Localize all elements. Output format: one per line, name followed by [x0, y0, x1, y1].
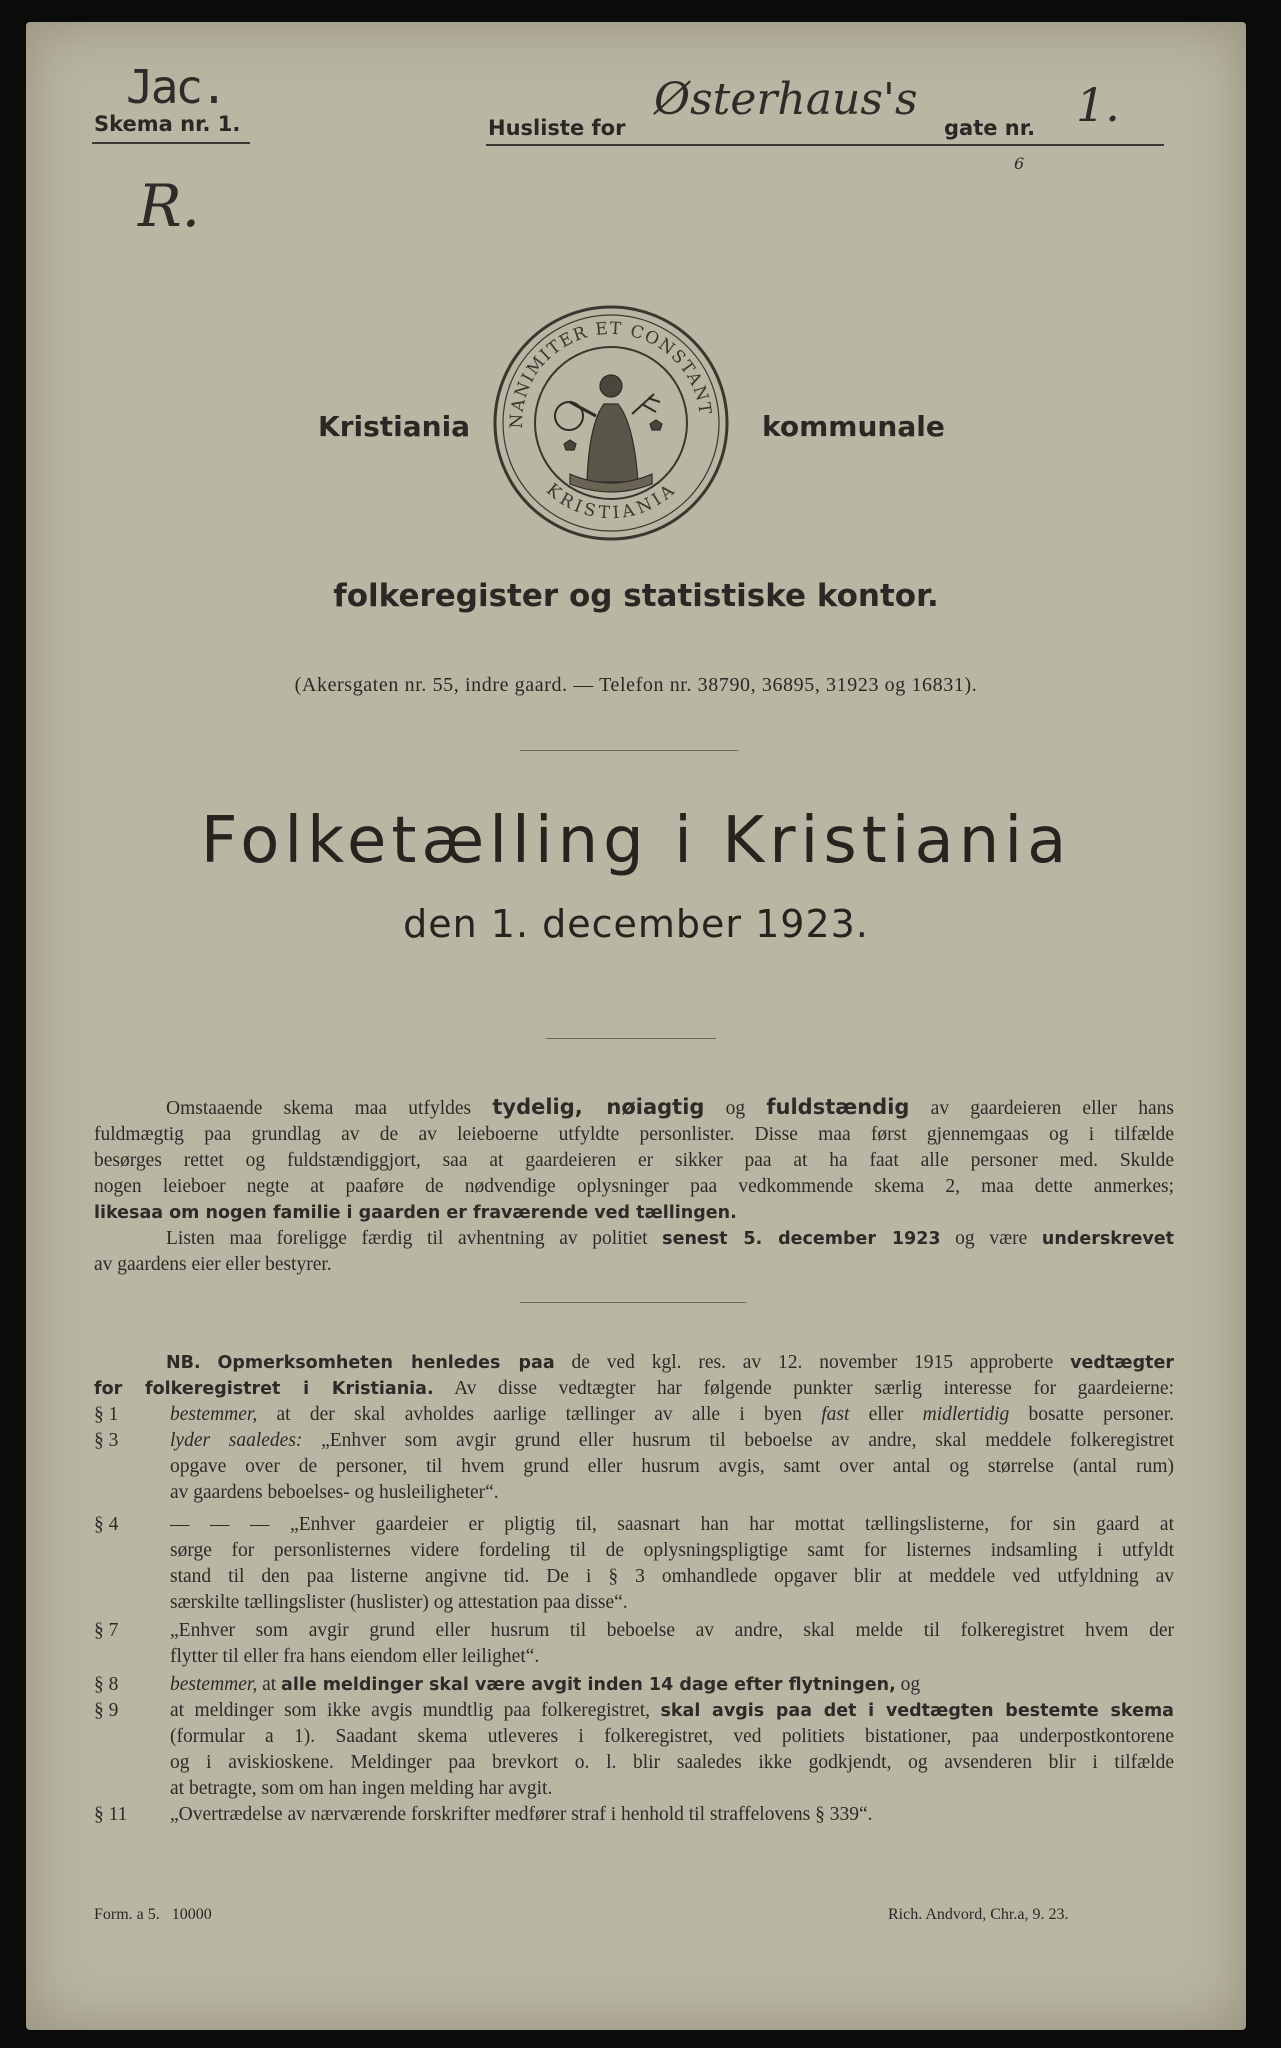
section-4-line-2: sørge for personlisternes videre fordeling til de oplysningspligtige samt for listernes indsamling i utfyldt: [170, 1540, 1174, 1561]
org-name-left: Kristiania: [318, 410, 471, 443]
nb-line-2: for folkeregistret i Kristiania. Av disse vedtægter har følgende punkter særlig interesse for gaardeierne:: [94, 1378, 1174, 1399]
section-3-number: § 3: [94, 1430, 119, 1451]
census-title: Folketælling i Kristiania: [200, 804, 1072, 878]
intro-line-7: av gaardens eier eller bestyrer.: [94, 1254, 332, 1275]
section-9-number: § 9: [94, 1700, 119, 1721]
census-date: den 1. december 1923.: [403, 902, 869, 946]
section-3-line-2: opgave over de personer, til hvem grund eller husrum avgis, samt over antal og størrelse (antal rum): [170, 1456, 1174, 1477]
skema-number: Skema nr. 1.: [94, 112, 241, 136]
seal-saint-figure: [555, 375, 662, 492]
husliste-label: Husliste for: [488, 116, 626, 140]
section-8-number: § 8: [94, 1674, 119, 1695]
intro-line-4: nogen leieboer negte at paaføre de nødvendige oplysninger paa vedkommende skema 2, maa dette anmerkes;: [94, 1176, 1174, 1197]
gate-nr-label: gate nr.: [944, 116, 1036, 140]
intro-line-5: likesaa om nogen familie i gaarden er fraværende ved tællingen.: [94, 1203, 737, 1223]
handwritten-street-name: Østerhaus's: [654, 74, 918, 125]
section-4-number: § 4: [94, 1514, 119, 1535]
section-1-number: § 1: [94, 1404, 119, 1425]
skema-underline: [92, 142, 250, 144]
section-11-number: § 11: [94, 1804, 128, 1825]
intro-line-1: Omstaaende skema maa utfyldes tydelig, nøiagtig og fuldstændig av gaardeieren eller hans: [166, 1095, 1175, 1119]
census-form-sheet: Jac. Skema nr. 1. Husliste for Østerhaus's gate nr. 1. 6 R. Kristiania NANIMITER ET CONSTANT KRISTIANIA kommunale folkeregister og statistiske kontor. (Akersgaten nr. 55, indre gaard. — Telefon nr. 38790, 36895, 31923 og 16831). Folketælling i Kristiania den 1. december 1923. Omstaaende skema maa utfyldes tydelig, nøiagtig og fuldstændig av gaardeieren eller hans fuldmægtig paa grundlag av de av leieboerne utfyldte personlister. Disse maa først gjennemgaas og i tilfælde besørges rettet og fuldstændiggjort, saa at gaardeieren er sikker paa at ha faat alle personer med. Skulde nogen leieboer negte at paaføre de nødvendige oplysninger paa vedkommende skema 2, maa dette anmerkes; likesaa om nogen familie i gaarden er fraværende ved tællingen. Listen maa foreligge færdig til avhentning av politiet senest 5. december 1923 og være underskrevet av gaardens eier eller bestyrer. NB. Opmerksomheten henledes paa de ved kgl. res. av 12. november 1915 approberte vedtægter for folkeregistret i Kristiania. Av disse vedtægter har følgende punkter særlig interesse for gaardeierne: § 1 bestemmer, at der skal avholdes aarlige tællinger av alle i byen fast eller midlertidig bosatte personer. § 3 lyder saaledes: „Enhver som avgir grund eller husrum til beboelse av andre, skal meddele folkeregistret opgave over de personer, til hvem grund eller husrum avgis, samt over antal og størrelse (antal rum) av gaardens beboelses- og husleiligheter“. § 4 — — — „Enhver gaardeier er pligtig til, saasnart han har mottat tællingslisterne, for sin gaard at sørge for personlisternes videre fordeling til de oplysningspligtige samt for listernes indsamling i utfyldt stand til den paa listerne angivne tid. De i § 3 omhandlede opgaver blir at meddele ved utfyldning av særskilte tællingslister (huslister) og attestation paa disse“. § 7 „Enhver som avgir grund eller husrum til beboelse av andre, skal melde til folkeregistret hvem der flytter til eller fra hans eiendom eller leilighet“. § 8 bestemmer, at alle meldinger skal være avgit inden 14 dage efter flytningen, og § 9 at meldinger som ikke avgis mundtlig paa folkeregistret, skal avgis paa det i vedtægten bestemte skema (formular a 1). Saadant skema utleveres i folkeregistret, ved politiets bistationer, paa underpostkontorene og i aviskioskene. Meldinger paa brevkort o. l. blir saaledes ikke godkjendt, og avsenderen blir i tilfælde at betragte, som om han ingen melding har avgit. § 11 „Overtrædelse av nærværende forskrifter medfører straf i henhold til straffelovens § 339“. Form. a 5. 10000 Rich. Andvord, Chr.a, 9. 23.: [26, 22, 1246, 2030]
section-7-number: § 7: [94, 1620, 119, 1641]
section-4-line-4: særskilte tællingslister (huslister) og attestation paa disse“.: [170, 1592, 628, 1613]
husliste-underline: [486, 144, 1164, 146]
section-9-line-4: at betragte, som om han ingen melding har avgit.: [170, 1778, 553, 1799]
org-address: (Akersgaten nr. 55, indre gaard. — Telefon nr. 38790, 36895, 31923 og 16831).: [294, 674, 978, 696]
divider-1: [520, 750, 738, 751]
intro-line-2: fuldmægtig paa grundlag av de av leieboerne utfyldte personlister. Disse maa først gjennemgaas og i tilfælde: [94, 1124, 1174, 1145]
city-seal: [492, 304, 730, 542]
divider-3: [520, 1302, 746, 1303]
handwritten-small-mark: 6: [1014, 154, 1025, 173]
section-4-line-3: stand til den paa listerne angivne tid. De i § 3 omhandlede opgaver blir at meddele ved utfyldning av: [170, 1566, 1174, 1587]
printer-footer: Rich. Andvord, Chr.a, 9. 23.: [888, 1906, 1069, 1923]
section-7-line-2: flytter til eller fra hans eiendom eller leilighet“.: [170, 1646, 540, 1667]
section-3-line-3: av gaardens beboelses- og husleiligheter“.: [170, 1482, 499, 1503]
nb-line-1: NB. Opmerksomheten henledes paa de ved kgl. res. av 12. november 1915 approberte vedtægter: [166, 1352, 1175, 1373]
seal-city-text: KRISTIANIA: [542, 479, 680, 524]
divider-2: [546, 1038, 716, 1039]
form-number-footer: Form. a 5. 10000: [94, 1906, 212, 1923]
section-9-line-3: og i aviskioskene. Meldinger paa brevkort o. l. blir saaledes ikke godkjendt, og avsenderen blir i tilfælde: [170, 1752, 1174, 1773]
seal-motto-text: NANIMITER ET CONSTANT: [506, 318, 715, 429]
handwritten-house-number: 1.: [1076, 78, 1120, 132]
handwritten-initial: R.: [138, 172, 201, 240]
org-name-right: kommunale: [762, 410, 945, 443]
section-9-line-2: (formular a 1). Saadant skema utleveres i folkeregistret, ved politiets bistationer, paa underpostkontorene: [170, 1726, 1174, 1747]
org-office-line: folkeregister og statistiske kontor.: [333, 578, 939, 614]
intro-line-6: Listen maa foreligge færdig til avhentning av politiet senest 5. december 1923 og være underskrevet: [166, 1228, 1175, 1249]
intro-line-3: besørges rettet og fuldstændiggjort, saa at gaardeieren er sikker paa at ha faat alle personer med. Skulde: [94, 1150, 1174, 1171]
handwritten-code: Jac.: [126, 60, 225, 114]
